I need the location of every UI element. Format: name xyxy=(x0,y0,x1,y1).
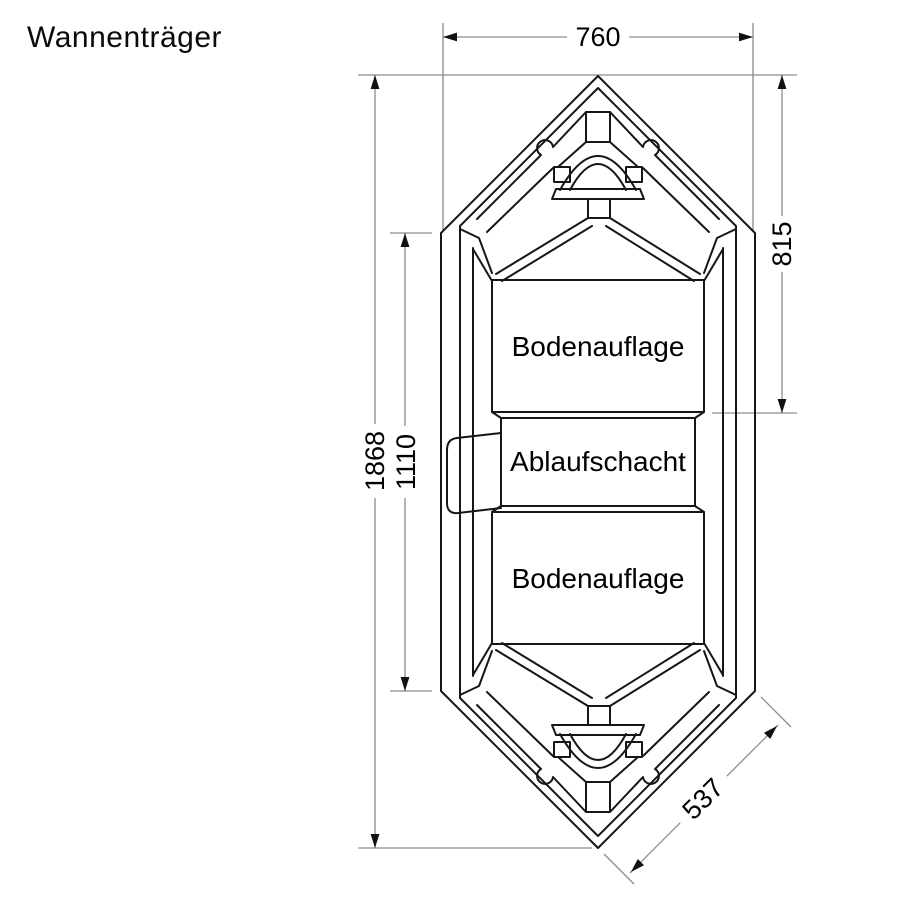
arrow-1868-top xyxy=(371,75,380,89)
arch-outer xyxy=(560,156,636,190)
dim-text-815: 815 xyxy=(767,221,797,267)
arch-block-left xyxy=(554,167,570,182)
wedge-left xyxy=(460,229,492,273)
fan-wall xyxy=(606,226,694,281)
fan-wall xyxy=(502,226,592,281)
fan-wall xyxy=(610,218,700,274)
slot-right xyxy=(610,112,719,219)
dim-text-537: 537 xyxy=(676,772,730,826)
arrow-815-bottom xyxy=(778,399,787,413)
arch-inner xyxy=(570,164,626,190)
stem xyxy=(588,199,610,218)
dim-text-1110: 1110 xyxy=(391,433,421,491)
arch-block-right xyxy=(626,167,642,182)
wedge-right xyxy=(704,229,736,273)
label-ablaufschacht: Ablaufschacht xyxy=(510,446,686,477)
fan-wall xyxy=(496,218,588,274)
label-bodenauflage-top: Bodenauflage xyxy=(511,331,685,362)
corner-detail-top xyxy=(460,112,736,281)
page-title: Wannenträger xyxy=(27,21,222,54)
corner-post xyxy=(586,112,610,142)
ext-line-537-upper xyxy=(761,697,791,727)
dim-text-760: 760 xyxy=(575,22,621,52)
arrow-1110-top xyxy=(401,233,410,247)
arrow-760-right xyxy=(739,33,753,42)
arrow-1868-bottom xyxy=(371,834,380,848)
label-bodenauflage-bottom: Bodenauflage xyxy=(511,563,685,594)
arrow-815-top xyxy=(778,75,787,89)
plate xyxy=(552,189,644,199)
dim-text-1868: 1868 xyxy=(360,430,390,492)
ext-line-537-lower xyxy=(604,854,634,884)
arrow-1110-bottom xyxy=(401,677,410,691)
dimension-text-backings xyxy=(360,22,797,833)
arrow-760-left xyxy=(443,33,457,42)
slot-left xyxy=(477,112,586,219)
